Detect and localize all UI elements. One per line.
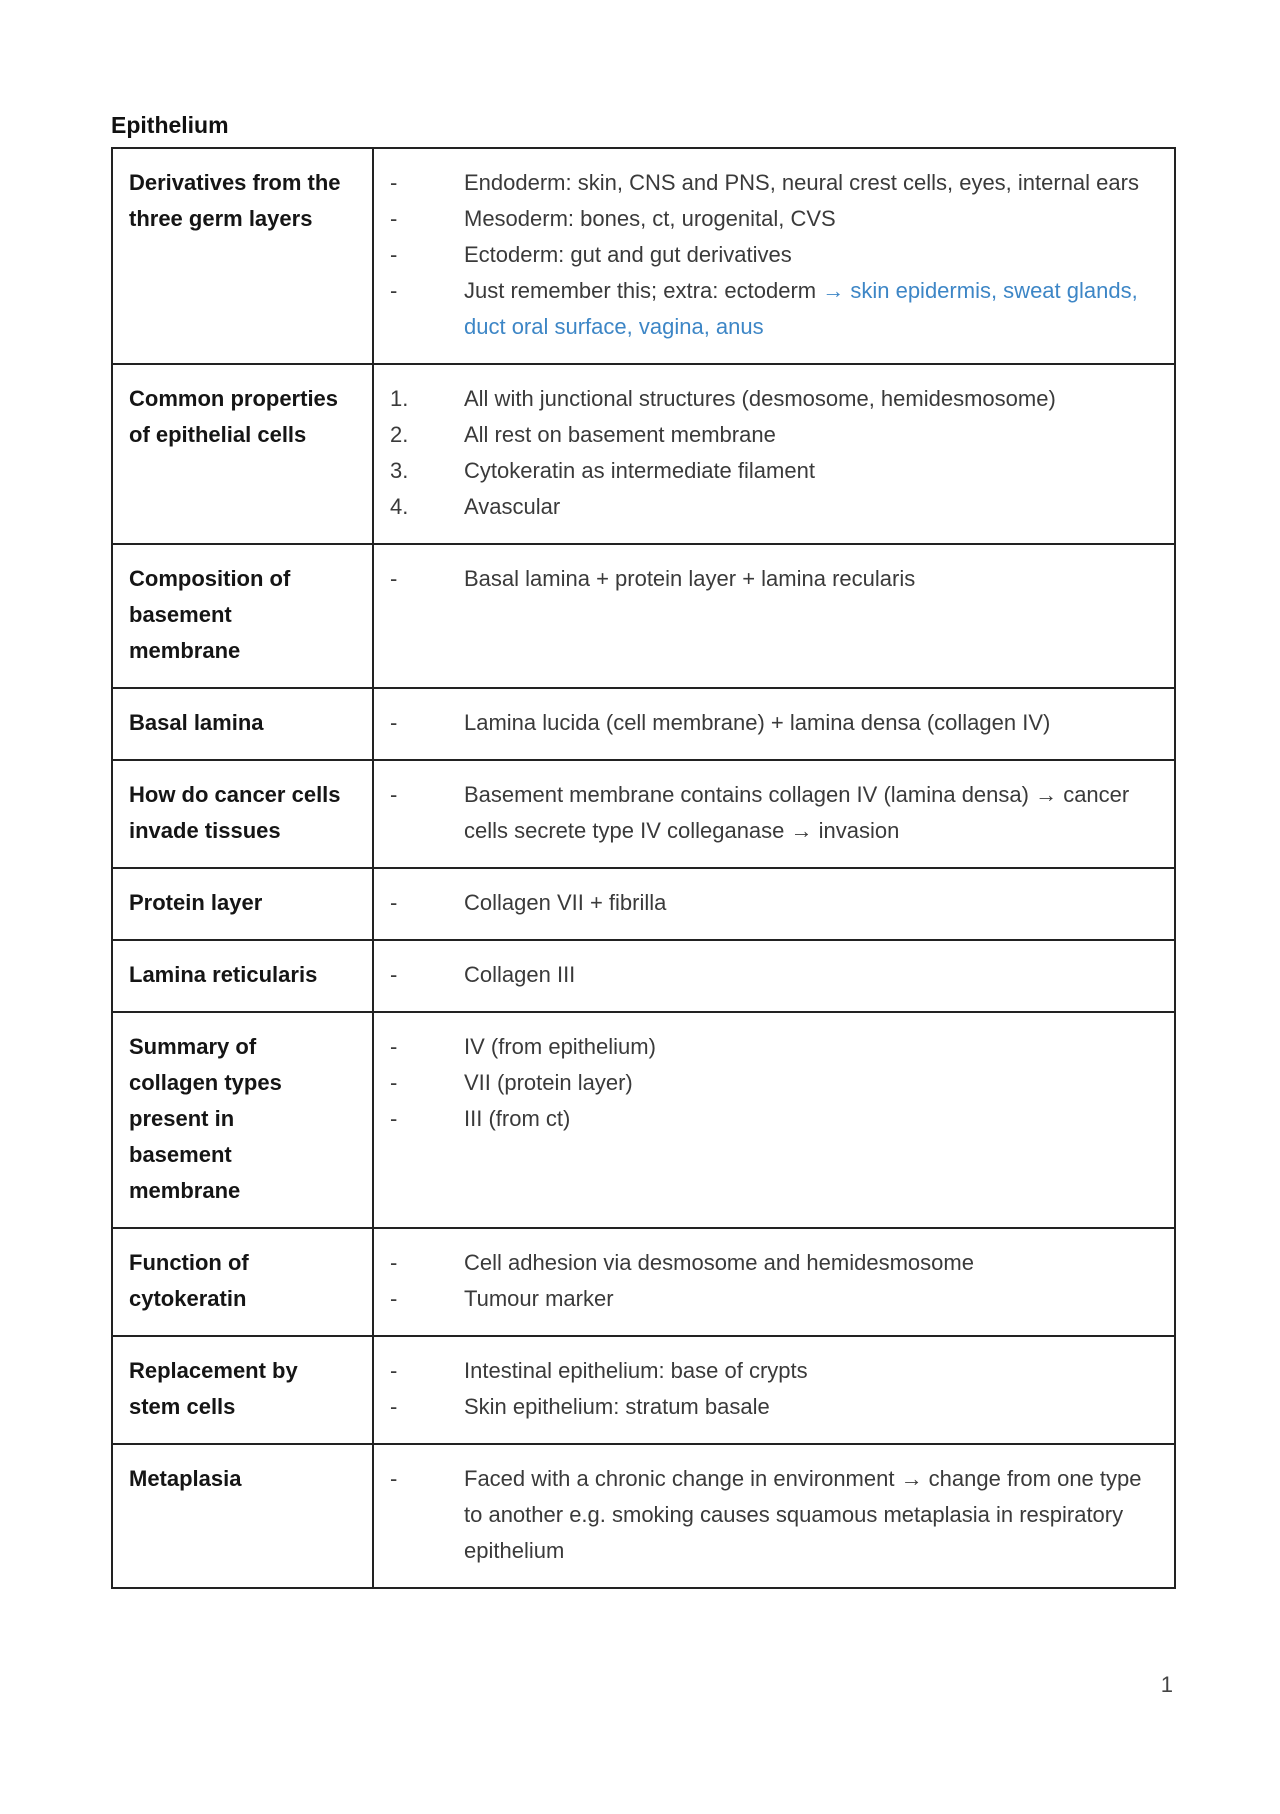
number-marker: 2. (390, 422, 409, 447)
list-item (390, 1029, 1158, 1065)
bullet-marker: - (390, 206, 398, 231)
item-text: Skin epithelium: stratum basale (464, 1394, 770, 1419)
row-term: Derivatives from the three germ layers (112, 148, 373, 364)
bullet-list (390, 705, 1158, 741)
item-text: All rest on basement membrane (464, 422, 776, 447)
number-marker: 4. (390, 494, 409, 519)
bullet-marker: - (390, 710, 398, 735)
item-text: Basal lamina + protein layer + lamina recularis (464, 566, 916, 591)
bullet-marker: - (390, 278, 398, 303)
bullet-marker: - (390, 1358, 398, 1383)
row-definition (373, 1012, 1175, 1228)
list-item (390, 957, 1158, 993)
bullet-list (390, 885, 1158, 921)
bullet-marker: - (390, 170, 398, 195)
bullet-marker: - (390, 782, 398, 807)
row-term: Composition of basement membrane (112, 544, 373, 688)
row-definition (373, 1336, 1175, 1444)
item-text: All with junctional structures (desmosome, hemidesmosome) (464, 386, 1056, 411)
bullet-marker: - (390, 1250, 398, 1275)
list-item (390, 201, 1158, 237)
list-item (390, 885, 1158, 921)
bullet-marker: - (390, 1286, 398, 1311)
bullet-list (390, 1245, 1158, 1317)
row-definition (373, 940, 1175, 1012)
bullet-marker: - (390, 242, 398, 267)
list-item (390, 381, 1158, 417)
list-item (390, 1065, 1158, 1101)
table-row (112, 148, 1175, 364)
list-item (390, 237, 1158, 273)
row-term: Common properties of epithelial cells (112, 364, 373, 544)
row-term: Basal lamina (112, 688, 373, 760)
row-term: How do cancer cells invade tissues (112, 760, 373, 868)
row-term: Metaplasia (112, 1444, 373, 1588)
list-item (390, 1389, 1158, 1425)
item-text: Mesoderm: bones, ct, urogenital, CVS (464, 206, 836, 231)
row-definition (373, 1228, 1175, 1336)
list-item (390, 1281, 1158, 1317)
list-item (390, 1353, 1158, 1389)
page-title: Epithelium (111, 112, 229, 138)
table-row (112, 544, 1175, 688)
list-item (390, 165, 1158, 201)
item-text: IV (from epithelium) (464, 1034, 656, 1059)
list-item (390, 705, 1158, 741)
item-text: Faced with a chronic change in environment → change from one type to another e.g. smoking causes squamous metaplasia in respiratory epithelium (464, 1466, 1142, 1563)
table-row (112, 1444, 1175, 1588)
list-item (390, 561, 1158, 597)
bullet-marker: - (390, 1466, 398, 1491)
bullet-marker: - (390, 962, 398, 987)
item-text: Intestinal epithelium: base of crypts (464, 1358, 808, 1383)
row-term: Replacement by stem cells (112, 1336, 373, 1444)
table-row (112, 1228, 1175, 1336)
bullet-list (390, 777, 1158, 849)
item-text: Endoderm: skin, CNS and PNS, neural crest cells, eyes, internal ears (464, 170, 1139, 195)
bullet-marker: - (390, 1106, 398, 1131)
item-text: VII (protein layer) (464, 1070, 633, 1095)
highlighted-text: → skin epidermis, sweat glands, duct oral surface, vagina, anus (464, 278, 1138, 339)
item-text: Collagen III (464, 962, 576, 987)
bullet-marker: - (390, 566, 398, 591)
number-marker: 3. (390, 458, 409, 483)
item-text: Collagen VII + fibrilla (464, 890, 667, 915)
item-text: Lamina lucida (cell membrane) + lamina densa (collagen IV) (464, 710, 1051, 735)
row-definition (373, 868, 1175, 940)
notes-table (111, 147, 1176, 1589)
bullet-list (390, 1461, 1158, 1569)
table-row (112, 940, 1175, 1012)
table-row (112, 1336, 1175, 1444)
bullet-marker: - (390, 1034, 398, 1059)
row-definition (373, 1444, 1175, 1588)
table-row (112, 760, 1175, 868)
list-item (390, 489, 1158, 525)
item-text: Avascular (464, 494, 561, 519)
table-row (112, 868, 1175, 940)
list-item (390, 1101, 1158, 1137)
table-row (112, 1012, 1175, 1228)
table-row (112, 364, 1175, 544)
bullet-marker: - (390, 890, 398, 915)
number-marker: 1. (390, 386, 409, 411)
item-text: Cell adhesion via desmosome and hemidesmosome (464, 1250, 974, 1275)
row-term: Summary of collagen types present in basement membrane (112, 1012, 373, 1228)
row-definition (373, 544, 1175, 688)
list-item (390, 777, 1158, 849)
page-number: 1 (1160, 1672, 1173, 1697)
bullet-list (390, 1029, 1158, 1137)
bullet-list (390, 1353, 1158, 1425)
list-item (390, 453, 1158, 489)
list-item (390, 273, 1158, 345)
row-term: Protein layer (112, 868, 373, 940)
bullet-list (390, 561, 1158, 597)
row-term: Lamina reticularis (112, 940, 373, 1012)
row-definition (373, 760, 1175, 868)
list-item (390, 417, 1158, 453)
numbered-list (390, 381, 1158, 525)
bullet-list (390, 957, 1158, 993)
row-definition (373, 688, 1175, 760)
item-text: III (from ct) (464, 1106, 571, 1131)
item-text: Basement membrane contains collagen IV (lamina densa) → cancer cells secrete type IV colleganase → invasion (464, 782, 1130, 843)
list-item (390, 1461, 1158, 1569)
bullet-marker: - (390, 1394, 398, 1419)
row-term: Function of cytokeratin (112, 1228, 373, 1336)
list-item (390, 1245, 1158, 1281)
bullet-marker: - (390, 1070, 398, 1095)
item-text: Tumour marker (464, 1286, 614, 1311)
item-text: Cytokeratin as intermediate filament (464, 458, 815, 483)
bullet-list (390, 165, 1158, 345)
item-text: Just remember this; extra: ectoderm (464, 278, 823, 303)
row-definition (373, 148, 1175, 364)
table-row (112, 688, 1175, 760)
row-definition (373, 364, 1175, 544)
item-text: Ectoderm: gut and gut derivatives (464, 242, 792, 267)
